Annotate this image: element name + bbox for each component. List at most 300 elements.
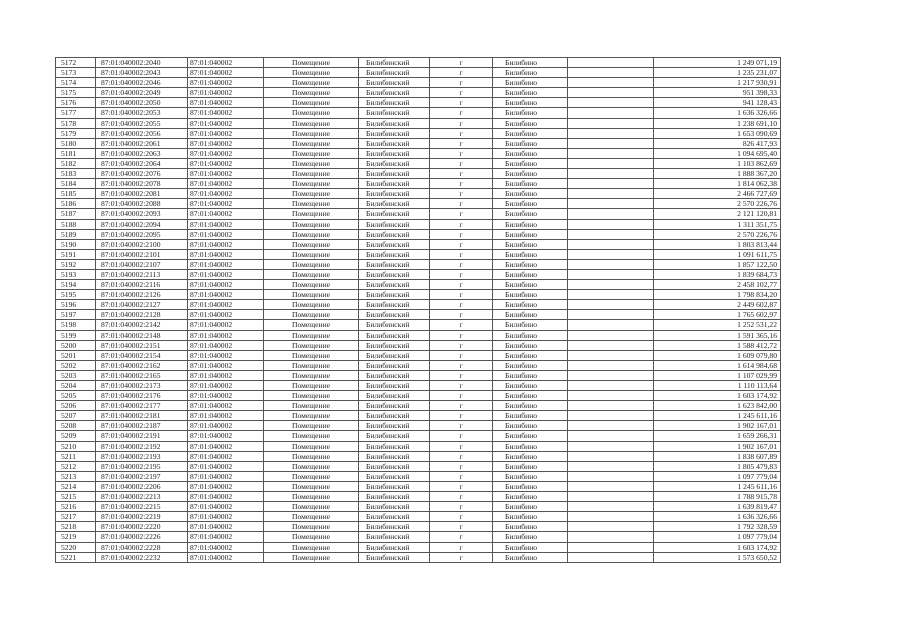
table-row <box>56 471 781 481</box>
cadastral-number-cell: 87:01:040002:2113 <box>96 269 188 279</box>
cadastral-block-cell: 87:01:040002 <box>188 290 264 300</box>
row-number-cell: 5173 <box>56 68 96 78</box>
object-type-cell: Помещение <box>264 88 359 98</box>
object-type-cell: Помещение <box>264 552 359 562</box>
empty-cell-cell <box>568 189 654 199</box>
cadastral-number-cell: 87:01:040002:2187 <box>96 421 188 431</box>
cadastral-block-cell: 87:01:040002 <box>188 451 264 461</box>
cadastral-block-cell: 87:01:040002 <box>188 512 264 522</box>
object-type-cell: Помещение <box>264 259 359 269</box>
table-row <box>56 78 781 88</box>
empty-cell-cell <box>568 179 654 189</box>
cadastral-block-cell: 87:01:040002 <box>188 492 264 502</box>
cadastral-block-cell: 87:01:040002 <box>188 300 264 310</box>
cadastral-number-cell: 87:01:040002:2064 <box>96 158 188 168</box>
row-number-cell: 5202 <box>56 360 96 370</box>
row-number-cell: 5220 <box>56 542 96 552</box>
cadastral-block-cell: 87:01:040002 <box>188 219 264 229</box>
cadastral-number-cell: 87:01:040002:2101 <box>96 249 188 259</box>
cadastral-value-cell: 1 765 602,97 <box>654 310 781 320</box>
cadastral-block-cell: 87:01:040002 <box>188 259 264 269</box>
cadastral-number-cell: 87:01:040002:2126 <box>96 290 188 300</box>
cadastral-value-cell: 1 803 813,44 <box>654 239 781 249</box>
row-number-cell: 5217 <box>56 512 96 522</box>
cadastral-block-cell: 87:01:040002 <box>188 88 264 98</box>
locality-type-cell: г <box>430 249 493 259</box>
empty-cell-cell <box>568 320 654 330</box>
locality-cell: Билибино <box>493 461 568 471</box>
cadastral-number-cell: 87:01:040002:2154 <box>96 350 188 360</box>
cadastral-block-cell: 87:01:040002 <box>188 542 264 552</box>
row-number-cell: 5176 <box>56 98 96 108</box>
cadastral-number-cell: 87:01:040002:2095 <box>96 229 188 239</box>
empty-cell-cell <box>568 451 654 461</box>
cadastral-number-cell: 87:01:040002:2191 <box>96 431 188 441</box>
object-type-cell: Помещение <box>264 280 359 290</box>
cadastral-number-cell: 87:01:040002:2081 <box>96 189 188 199</box>
district-cell: Билибинский <box>359 88 430 98</box>
cadastral-number-cell: 87:01:040002:2093 <box>96 209 188 219</box>
empty-cell-cell <box>568 502 654 512</box>
table-row <box>56 542 781 552</box>
object-type-cell: Помещение <box>264 340 359 350</box>
locality-cell: Билибино <box>493 340 568 350</box>
cadastral-block-cell: 87:01:040002 <box>188 522 264 532</box>
locality-cell: Билибино <box>493 138 568 148</box>
locality-cell: Билибино <box>493 229 568 239</box>
locality-cell: Билибино <box>493 542 568 552</box>
object-type-cell: Помещение <box>264 169 359 179</box>
cadastral-block-cell: 87:01:040002 <box>188 421 264 431</box>
cadastral-block-cell: 87:01:040002 <box>188 58 264 68</box>
cadastral-value-cell: 1 798 834,20 <box>654 290 781 300</box>
locality-type-cell: г <box>430 350 493 360</box>
locality-type-cell: г <box>430 330 493 340</box>
empty-cell-cell <box>568 148 654 158</box>
district-cell: Билибинский <box>359 229 430 239</box>
row-number-cell: 5208 <box>56 421 96 431</box>
cadastral-number-cell: 87:01:040002:2177 <box>96 401 188 411</box>
district-cell: Билибинский <box>359 179 430 189</box>
locality-type-cell: г <box>430 492 493 502</box>
locality-cell: Билибино <box>493 421 568 431</box>
district-cell: Билибинский <box>359 502 430 512</box>
row-number-cell: 5193 <box>56 269 96 279</box>
object-type-cell: Помещение <box>264 512 359 522</box>
object-type-cell: Помещение <box>264 229 359 239</box>
locality-type-cell: г <box>430 199 493 209</box>
table-row <box>56 138 781 148</box>
cadastral-value-cell: 1 838 607,89 <box>654 451 781 461</box>
locality-type-cell: г <box>430 431 493 441</box>
row-number-cell: 5196 <box>56 300 96 310</box>
empty-cell-cell <box>568 209 654 219</box>
cadastral-value-cell: 1 636 326,66 <box>654 512 781 522</box>
empty-cell-cell <box>568 492 654 502</box>
cadastral-block-cell: 87:01:040002 <box>188 78 264 88</box>
locality-type-cell: г <box>430 229 493 239</box>
cadastral-number-cell: 87:01:040002:2063 <box>96 148 188 158</box>
cadastral-number-cell: 87:01:040002:2056 <box>96 128 188 138</box>
locality-type-cell: г <box>430 532 493 542</box>
district-cell: Билибинский <box>359 78 430 88</box>
table-row <box>56 522 781 532</box>
object-type-cell: Помещение <box>264 98 359 108</box>
row-number-cell: 5187 <box>56 209 96 219</box>
cadastral-number-cell: 87:01:040002:2193 <box>96 451 188 461</box>
locality-type-cell: г <box>430 542 493 552</box>
cadastral-number-cell: 87:01:040002:2219 <box>96 512 188 522</box>
row-number-cell: 5218 <box>56 522 96 532</box>
district-cell: Билибинский <box>359 320 430 330</box>
empty-cell-cell <box>568 158 654 168</box>
district-cell: Билибинский <box>359 461 430 471</box>
locality-type-cell: г <box>430 320 493 330</box>
locality-type-cell: г <box>430 118 493 128</box>
cadastral-value-cell: 1 609 079,80 <box>654 350 781 360</box>
cadastral-number-cell: 87:01:040002:2213 <box>96 492 188 502</box>
cadastral-value-cell: 1 653 090,69 <box>654 128 781 138</box>
district-cell: Билибинский <box>359 199 430 209</box>
cadastral-value-cell: 1 805 479,83 <box>654 461 781 471</box>
cadastral-number-cell: 87:01:040002:2076 <box>96 169 188 179</box>
cadastral-value-cell: 2 570 226,76 <box>654 199 781 209</box>
empty-cell-cell <box>568 310 654 320</box>
object-type-cell: Помещение <box>264 330 359 340</box>
row-number-cell: 5214 <box>56 481 96 491</box>
locality-cell: Билибино <box>493 300 568 310</box>
table-row <box>56 451 781 461</box>
cadastral-number-cell: 87:01:040002:2094 <box>96 219 188 229</box>
cadastral-value-cell: 1 857 122,50 <box>654 259 781 269</box>
cadastral-number-cell: 87:01:040002:2100 <box>96 239 188 249</box>
cadastral-value-cell: 1 103 862,69 <box>654 158 781 168</box>
locality-cell: Билибино <box>493 381 568 391</box>
cadastral-number-cell: 87:01:040002:2061 <box>96 138 188 148</box>
object-type-cell: Помещение <box>264 391 359 401</box>
row-number-cell: 5190 <box>56 239 96 249</box>
cadastral-block-cell: 87:01:040002 <box>188 471 264 481</box>
row-number-cell: 5200 <box>56 340 96 350</box>
empty-cell-cell <box>568 88 654 98</box>
cadastral-block-cell: 87:01:040002 <box>188 179 264 189</box>
cadastral-block-cell: 87:01:040002 <box>188 98 264 108</box>
object-type-cell: Помещение <box>264 68 359 78</box>
object-type-cell: Помещение <box>264 481 359 491</box>
locality-type-cell: г <box>430 209 493 219</box>
cadastral-value-cell: 1 588 412,72 <box>654 340 781 350</box>
locality-cell: Билибино <box>493 290 568 300</box>
cadastral-number-cell: 87:01:040002:2181 <box>96 411 188 421</box>
district-cell: Билибинский <box>359 330 430 340</box>
cadastral-value-cell: 2 458 102,77 <box>654 280 781 290</box>
cadastral-number-cell: 87:01:040002:2142 <box>96 320 188 330</box>
cadastral-value-cell: 1 245 611,16 <box>654 411 781 421</box>
empty-cell-cell <box>568 411 654 421</box>
locality-type-cell: г <box>430 280 493 290</box>
cadastral-value-cell: 2 466 727,69 <box>654 189 781 199</box>
cadastral-block-cell: 87:01:040002 <box>188 552 264 562</box>
cadastral-value-cell: 1 110 113,64 <box>654 381 781 391</box>
table-row <box>56 350 781 360</box>
cadastral-block-cell: 87:01:040002 <box>188 330 264 340</box>
row-number-cell: 5206 <box>56 401 96 411</box>
locality-type-cell: г <box>430 189 493 199</box>
locality-cell: Билибино <box>493 471 568 481</box>
object-type-cell: Помещение <box>264 431 359 441</box>
table-row <box>56 199 781 209</box>
locality-cell: Билибино <box>493 401 568 411</box>
row-number-cell: 5177 <box>56 108 96 118</box>
object-type-cell: Помещение <box>264 421 359 431</box>
cadastral-value-cell: 1 888 367,20 <box>654 169 781 179</box>
empty-cell-cell <box>568 421 654 431</box>
cadastral-number-cell: 87:01:040002:2215 <box>96 502 188 512</box>
cadastral-block-cell: 87:01:040002 <box>188 118 264 128</box>
locality-cell: Билибино <box>493 360 568 370</box>
district-cell: Билибинский <box>359 350 430 360</box>
table-row <box>56 259 781 269</box>
locality-type-cell: г <box>430 138 493 148</box>
cadastral-number-cell: 87:01:040002:2228 <box>96 542 188 552</box>
table-row <box>56 370 781 380</box>
table-row <box>56 431 781 441</box>
table-row <box>56 179 781 189</box>
row-number-cell: 5212 <box>56 461 96 471</box>
object-type-cell: Помещение <box>264 300 359 310</box>
cadastral-number-cell: 87:01:040002:2050 <box>96 98 188 108</box>
cadastral-value-cell: 826 417,93 <box>654 138 781 148</box>
cadastral-number-cell: 87:01:040002:2043 <box>96 68 188 78</box>
locality-type-cell: г <box>430 179 493 189</box>
district-cell: Билибинский <box>359 552 430 562</box>
table-row <box>56 158 781 168</box>
table-row <box>56 360 781 370</box>
locality-cell: Билибино <box>493 411 568 421</box>
object-type-cell: Помещение <box>264 502 359 512</box>
cadastral-number-cell: 87:01:040002:2128 <box>96 310 188 320</box>
locality-type-cell: г <box>430 158 493 168</box>
empty-cell-cell <box>568 219 654 229</box>
cadastral-block-cell: 87:01:040002 <box>188 411 264 421</box>
locality-type-cell: г <box>430 169 493 179</box>
district-cell: Билибинский <box>359 370 430 380</box>
cadastral-number-cell: 87:01:040002:2053 <box>96 108 188 118</box>
cadastral-number-cell: 87:01:040002:2148 <box>96 330 188 340</box>
locality-cell: Билибино <box>493 118 568 128</box>
row-number-cell: 5185 <box>56 189 96 199</box>
table-row <box>56 128 781 138</box>
table-row <box>56 411 781 421</box>
cadastral-block-cell: 87:01:040002 <box>188 239 264 249</box>
district-cell: Билибинский <box>359 68 430 78</box>
empty-cell-cell <box>568 340 654 350</box>
locality-type-cell: г <box>430 340 493 350</box>
district-cell: Билибинский <box>359 148 430 158</box>
row-number-cell: 5210 <box>56 441 96 451</box>
cadastral-value-cell: 2 449 602,87 <box>654 300 781 310</box>
object-type-cell: Помещение <box>264 411 359 421</box>
district-cell: Билибинский <box>359 471 430 481</box>
row-number-cell: 5209 <box>56 431 96 441</box>
locality-cell: Билибино <box>493 58 568 68</box>
cadastral-block-cell: 87:01:040002 <box>188 108 264 118</box>
locality-cell: Билибино <box>493 492 568 502</box>
cadastral-value-cell: 1 636 326,66 <box>654 108 781 118</box>
object-type-cell: Помещение <box>264 189 359 199</box>
object-type-cell: Помещение <box>264 370 359 380</box>
row-number-cell: 5204 <box>56 381 96 391</box>
district-cell: Билибинский <box>359 340 430 350</box>
district-cell: Билибинский <box>359 219 430 229</box>
locality-cell: Билибино <box>493 78 568 88</box>
empty-cell-cell <box>568 300 654 310</box>
locality-type-cell: г <box>430 401 493 411</box>
empty-cell-cell <box>568 269 654 279</box>
table-row <box>56 502 781 512</box>
empty-cell-cell <box>568 552 654 562</box>
district-cell: Билибинский <box>359 209 430 219</box>
locality-type-cell: г <box>430 552 493 562</box>
empty-cell-cell <box>568 229 654 239</box>
district-cell: Билибинский <box>359 391 430 401</box>
cadastral-number-cell: 87:01:040002:2197 <box>96 471 188 481</box>
object-type-cell: Помещение <box>264 441 359 451</box>
empty-cell-cell <box>568 68 654 78</box>
empty-cell-cell <box>568 431 654 441</box>
table-row <box>56 68 781 78</box>
district-cell: Билибинский <box>359 431 430 441</box>
cadastral-block-cell: 87:01:040002 <box>188 310 264 320</box>
row-number-cell: 5192 <box>56 259 96 269</box>
cadastral-value-cell: 1 238 691,10 <box>654 118 781 128</box>
locality-cell: Билибино <box>493 280 568 290</box>
cadastral-value-cell: 1 245 611,16 <box>654 481 781 491</box>
empty-cell-cell <box>568 138 654 148</box>
table-row <box>56 209 781 219</box>
cadastral-value-cell: 1 252 531,22 <box>654 320 781 330</box>
object-type-cell: Помещение <box>264 158 359 168</box>
table-row <box>56 330 781 340</box>
cadastral-number-cell: 87:01:040002:2173 <box>96 381 188 391</box>
locality-cell: Билибино <box>493 189 568 199</box>
object-type-cell: Помещение <box>264 401 359 411</box>
cadastral-value-table <box>55 57 781 563</box>
locality-cell: Билибино <box>493 522 568 532</box>
district-cell: Билибинский <box>359 269 430 279</box>
table-row <box>56 269 781 279</box>
object-type-cell: Помещение <box>264 310 359 320</box>
table-row <box>56 461 781 471</box>
object-type-cell: Помещение <box>264 522 359 532</box>
empty-cell-cell <box>568 401 654 411</box>
table-body <box>56 58 781 563</box>
cadastral-block-cell: 87:01:040002 <box>188 461 264 471</box>
empty-cell-cell <box>568 532 654 542</box>
cadastral-number-cell: 87:01:040002:2107 <box>96 259 188 269</box>
empty-cell-cell <box>568 330 654 340</box>
locality-cell: Билибино <box>493 350 568 360</box>
table-row <box>56 391 781 401</box>
table-row <box>56 148 781 158</box>
row-number-cell: 5181 <box>56 148 96 158</box>
locality-type-cell: г <box>430 381 493 391</box>
locality-cell: Билибино <box>493 249 568 259</box>
locality-cell: Билибино <box>493 108 568 118</box>
locality-type-cell: г <box>430 259 493 269</box>
cadastral-number-cell: 87:01:040002:2127 <box>96 300 188 310</box>
object-type-cell: Помещение <box>264 209 359 219</box>
table-row <box>56 219 781 229</box>
district-cell: Билибинский <box>359 300 430 310</box>
cadastral-block-cell: 87:01:040002 <box>188 370 264 380</box>
locality-type-cell: г <box>430 88 493 98</box>
row-number-cell: 5188 <box>56 219 96 229</box>
empty-cell-cell <box>568 108 654 118</box>
locality-type-cell: г <box>430 421 493 431</box>
table-row <box>56 492 781 502</box>
object-type-cell: Помещение <box>264 360 359 370</box>
empty-cell-cell <box>568 481 654 491</box>
row-number-cell: 5194 <box>56 280 96 290</box>
cadastral-block-cell: 87:01:040002 <box>188 280 264 290</box>
table-row <box>56 310 781 320</box>
empty-cell-cell <box>568 118 654 128</box>
locality-cell: Билибино <box>493 148 568 158</box>
empty-cell-cell <box>568 249 654 259</box>
cadastral-number-cell: 87:01:040002:2088 <box>96 199 188 209</box>
locality-type-cell: г <box>430 219 493 229</box>
cadastral-block-cell: 87:01:040002 <box>188 229 264 239</box>
empty-cell-cell <box>568 290 654 300</box>
empty-cell-cell <box>568 370 654 380</box>
locality-cell: Билибино <box>493 239 568 249</box>
object-type-cell: Помещение <box>264 239 359 249</box>
empty-cell-cell <box>568 98 654 108</box>
locality-cell: Билибино <box>493 320 568 330</box>
locality-type-cell: г <box>430 108 493 118</box>
empty-cell-cell <box>568 78 654 88</box>
cadastral-value-cell: 941 128,43 <box>654 98 781 108</box>
locality-cell: Билибино <box>493 128 568 138</box>
cadastral-block-cell: 87:01:040002 <box>188 431 264 441</box>
cadastral-number-cell: 87:01:040002:2220 <box>96 522 188 532</box>
row-number-cell: 5201 <box>56 350 96 360</box>
object-type-cell: Помещение <box>264 219 359 229</box>
cadastral-number-cell: 87:01:040002:2151 <box>96 340 188 350</box>
cadastral-block-cell: 87:01:040002 <box>188 481 264 491</box>
district-cell: Билибинский <box>359 158 430 168</box>
table-row <box>56 421 781 431</box>
locality-type-cell: г <box>430 269 493 279</box>
object-type-cell: Помещение <box>264 148 359 158</box>
district-cell: Билибинский <box>359 249 430 259</box>
district-cell: Билибинский <box>359 290 430 300</box>
row-number-cell: 5207 <box>56 411 96 421</box>
empty-cell-cell <box>568 199 654 209</box>
cadastral-number-cell: 87:01:040002:2206 <box>96 481 188 491</box>
empty-cell-cell <box>568 259 654 269</box>
table-row <box>56 229 781 239</box>
cadastral-block-cell: 87:01:040002 <box>188 340 264 350</box>
locality-type-cell: г <box>430 360 493 370</box>
cadastral-number-cell: 87:01:040002:2165 <box>96 370 188 380</box>
table-row <box>56 58 781 68</box>
row-number-cell: 5183 <box>56 169 96 179</box>
cadastral-block-cell: 87:01:040002 <box>188 138 264 148</box>
row-number-cell: 5211 <box>56 451 96 461</box>
object-type-cell: Помещение <box>264 179 359 189</box>
